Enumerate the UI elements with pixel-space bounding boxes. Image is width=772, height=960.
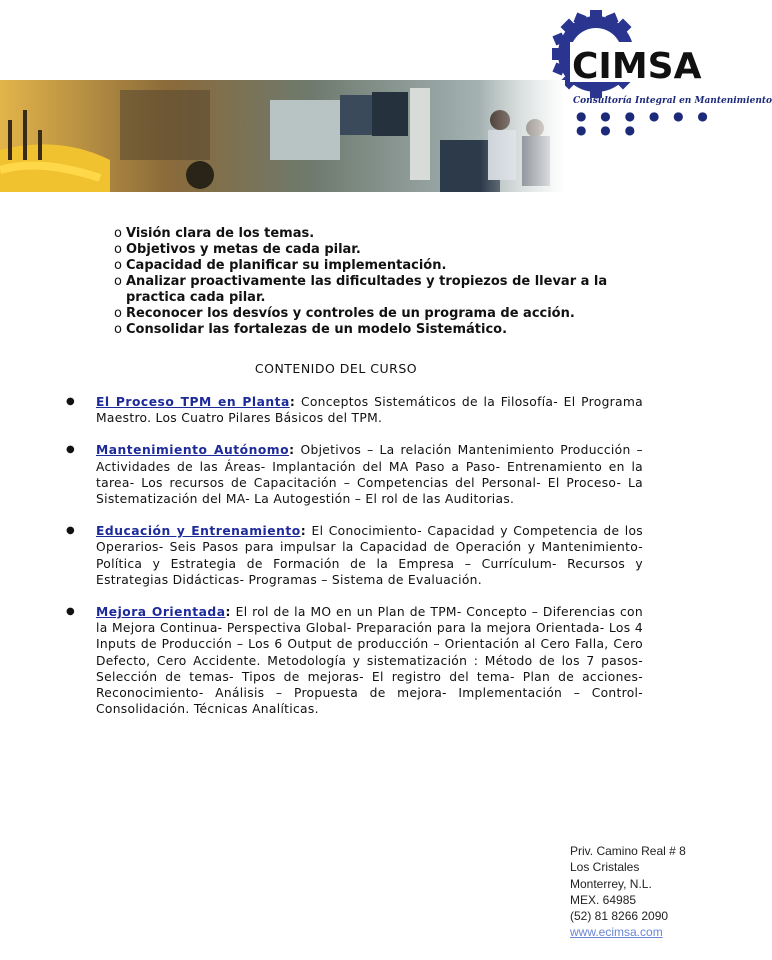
list-item [66,394,643,426]
address-line: MEX. 64985 [570,892,637,907]
header-banner-image [0,80,565,192]
phone-number: (52) 81 8266 2090 [570,909,669,924]
item-body: El Conocimiento- Capacidad y Competencia de los Operarios- Seis Pasos para impulsar la Capacidad de Operación y Mantenimiento- Política y Estrategia de Formación de la Empresa – Currículum- Recursos y Estrategias Didácticas- Programas – Sistema de Evaluación. [96,524,643,587]
item-heading-link[interactable]: Mejora Orientada [96,605,226,620]
objective-item [114,226,634,242]
list-item [66,442,643,507]
item-body: Conceptos Sistemáticos de la Filosofía- El Programa Maestro. Los Cuatro Pilares Básicos del TPM. [96,395,643,426]
logo-tagline: Consultoría Integral en Mantenimiento [573,96,772,106]
item-heading-link[interactable]: Mantenimiento Autónomo [96,443,290,458]
list-bullet: o [114,274,122,289]
bullet-icon: ● [66,444,75,456]
bullet-icon: ● [66,606,75,618]
logo-brand-text: CIMSA [572,46,702,87]
list-item [66,523,643,588]
website-link[interactable]: www.ecimsa.com [570,925,663,940]
list-bullet: o [114,226,122,241]
heading-separator: : [300,524,307,539]
objective-item [114,274,634,306]
objective-item [114,322,634,338]
list-bullet: o [114,322,122,337]
heading-separator: : [225,605,231,620]
objective-text: Visión clara de los temas. [126,226,315,241]
objective-text: Capacidad de planificar su implementación. [126,258,447,273]
address-line: Priv. Camino Real # 8 [570,844,686,858]
list-item [66,604,643,717]
list-bullet: o [114,258,122,273]
item-body: Objetivos – La relación Mantenimiento Producción – Actividades de las Áreas- Implantación del MA Paso a Paso- Entrenamiento en la tarea- Los recursos de Capacitación – Competencias del Personal- El Proceso- La Sistematización del MA- La Autogestión – El rol de las Auditorias. [96,443,644,507]
heading-separator: : [289,443,295,458]
item-heading-link[interactable]: El Proceso TPM en Planta [96,395,290,409]
bullet-icon: ● [66,396,75,407]
bullet-icon: ● [66,525,75,537]
list-bullet: o [114,242,122,257]
objectives-list [114,226,634,338]
objective-text: Consolidar las fortalezas de un modelo Sistemático. [126,322,508,337]
heading-separator: : [289,395,296,409]
objective-item [114,242,634,258]
logo-dots: ● ● ● ● ● ● ● ● ● [576,109,713,137]
address-line: Monterrey, N.L. [570,876,652,891]
course-content-list [66,394,643,733]
objective-text: Analizar proactivamente las dificultades y tropiezos de llevar a la practica cada pilar. [126,274,608,305]
course-content-title: CONTENIDO DEL CURSO [254,361,418,376]
list-bullet: o [114,306,122,321]
item-body: El rol de la MO en un Plan de TPM- Concepto – Diferencias con la Mejora Continua- Perspectiva Global- Preparación para la mejora Orientada- Los 4 Inputs de Producción – Los 6 Output de producción – Orientación al Cero Falla, Cero Defecto, Cero Accidente. Metodología y sistematización : Método de los 7 pasos- Selección de temas- Tipos de mejoras- El registro del tema- Plan de acciones- Reconocimiento- Análisis – Propuesta de mejora- Implementación – Control- Consolidación. Técnicas Analíticas. [96,605,643,717]
item-heading-link[interactable]: Educación y Entrenamiento [96,524,301,539]
address-block [570,843,686,941]
objective-text: Objetivos y metas de cada pilar. [126,242,361,257]
objective-text: Reconocer los desvíos y controles de un programa de acción. [126,306,575,321]
objective-item [114,306,634,322]
objective-item [114,258,634,274]
address-line: Los Cristales [570,860,640,875]
